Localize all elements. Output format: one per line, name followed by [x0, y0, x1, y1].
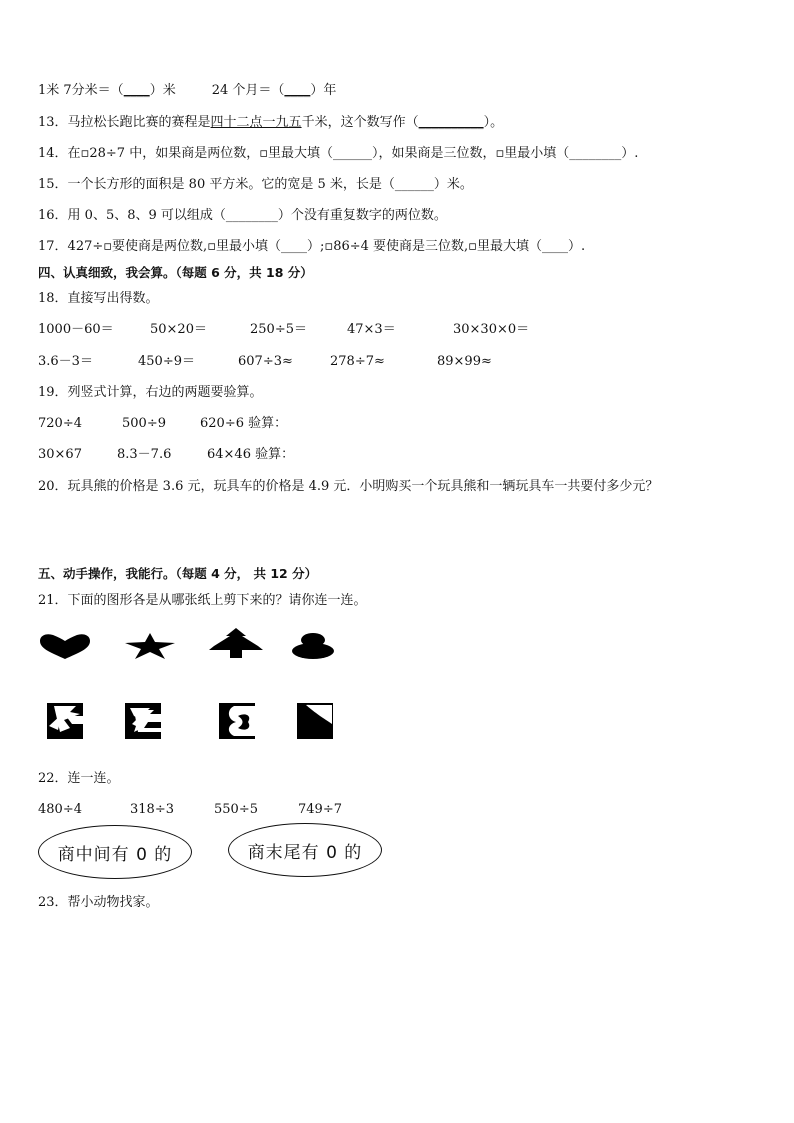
q18-item: 47×3＝ — [347, 322, 396, 337]
oval-label: 商末尾有 0 的 — [247, 842, 363, 863]
question-22-title: 22．连一连。 — [38, 771, 120, 786]
question-13 — [38, 114, 503, 132]
q22-expression[interactable]: 480÷4 — [38, 802, 82, 817]
q13-answer-blank[interactable]: __________ — [418, 115, 484, 130]
question-20: 20．玩具熊的价格是 3.6 元，玩具车的价格是 4.9 元．小明购买一个玩具熊和一辆玩具车一共要付多少元？ — [38, 479, 659, 494]
q18-item: 89×99≈ — [437, 354, 492, 369]
oval-label: 商中间有 0 的 — [57, 844, 173, 865]
q19-item: 8.3－7.6 — [117, 447, 172, 462]
question-21-title: 21．下面的图形各是从哪张纸上剪下来的？请你连一连。 — [38, 593, 367, 608]
q19-item: 620÷6 验算： — [200, 416, 288, 431]
oval-quotient-middle-zero[interactable] — [38, 825, 192, 879]
paper-sheet-1-icon[interactable] — [46, 702, 84, 740]
q22-expression[interactable]: 550÷5 — [214, 802, 258, 817]
answer-blank-2[interactable]: ____ — [284, 83, 311, 98]
q22-expression[interactable]: 318÷3 — [130, 802, 174, 817]
q22-expression[interactable]: 749÷7 — [298, 802, 342, 817]
q18-item: 607÷3≈ — [238, 354, 293, 369]
question-17: 17．427÷▫要使商是两位数,▫里最小填（____）;▫86÷4 要使商是三位数,▫里最大填（____）. — [38, 239, 586, 254]
question-16: 16．用 0、5、8、9 可以组成（________）个没有重复数字的两位数。 — [38, 208, 447, 223]
q-unit-part1: 1米 7分米＝（ — [38, 83, 124, 98]
section-4-title: 四、认真细致，我会算。（每题 6 分，共 18 分） — [38, 265, 313, 280]
q18-item: 50×20＝ — [150, 322, 207, 337]
q19-item: 500÷9 — [122, 416, 166, 431]
q18-item: 278÷7≈ — [330, 354, 385, 369]
q13-suffix: ）。 — [483, 115, 504, 130]
question-19-title: 19．列竖式计算，右边的两题要验算。 — [38, 385, 263, 400]
section-5-title: 五、动手操作，我能行。（每题 4 分， 共 12 分） — [38, 566, 318, 581]
heart-shape-icon[interactable] — [38, 633, 92, 661]
q18-item: 3.6－3＝ — [38, 354, 93, 369]
q13-prefix: 13．马拉松长跑比赛的赛程是 — [38, 115, 211, 130]
question-unit-conversion — [38, 82, 336, 100]
q-unit-part4: ）年 — [310, 83, 337, 98]
q18-item: 30×30×0＝ — [453, 322, 530, 337]
cloud-shape-icon[interactable] — [290, 631, 336, 661]
q13-middle: 千米，这个数写作（ — [301, 115, 419, 130]
question-18-title: 18．直接写出得数。 — [38, 291, 159, 306]
q19-item: 64×46 验算： — [207, 447, 295, 462]
question-23-title: 23．帮小动物找家。 — [38, 895, 159, 910]
q19-item: 30×67 — [38, 447, 82, 462]
paper-sheet-4-icon[interactable] — [296, 702, 334, 740]
tree-shape-icon[interactable] — [208, 627, 264, 659]
q18-item: 1000－60＝ — [38, 322, 114, 337]
q-unit-part3: 24 个月＝（ — [211, 83, 285, 98]
question-14: 14．在▫28÷7 中，如果商是两位数，▫里最大填（______），如果商是三位数，▫里最小填（________）. — [38, 146, 639, 161]
answer-blank-1[interactable]: ____ — [123, 83, 150, 98]
q19-item: 720÷4 — [38, 416, 82, 431]
paper-sheet-3-icon[interactable] — [218, 702, 256, 740]
q-unit-part2: ）米 — [149, 83, 176, 98]
question-15: 15．一个长方形的面积是 80 平方米。它的宽是 5 米，长是（______）米。 — [38, 177, 473, 192]
q13-underlined-number: 四十二点一九五 — [210, 115, 302, 130]
q18-item: 250÷5＝ — [250, 322, 307, 337]
q18-item: 450÷9＝ — [138, 354, 195, 369]
paper-sheet-2-icon[interactable] — [124, 702, 162, 740]
star-shape-icon[interactable] — [124, 632, 176, 660]
oval-quotient-end-zero[interactable] — [228, 823, 382, 877]
